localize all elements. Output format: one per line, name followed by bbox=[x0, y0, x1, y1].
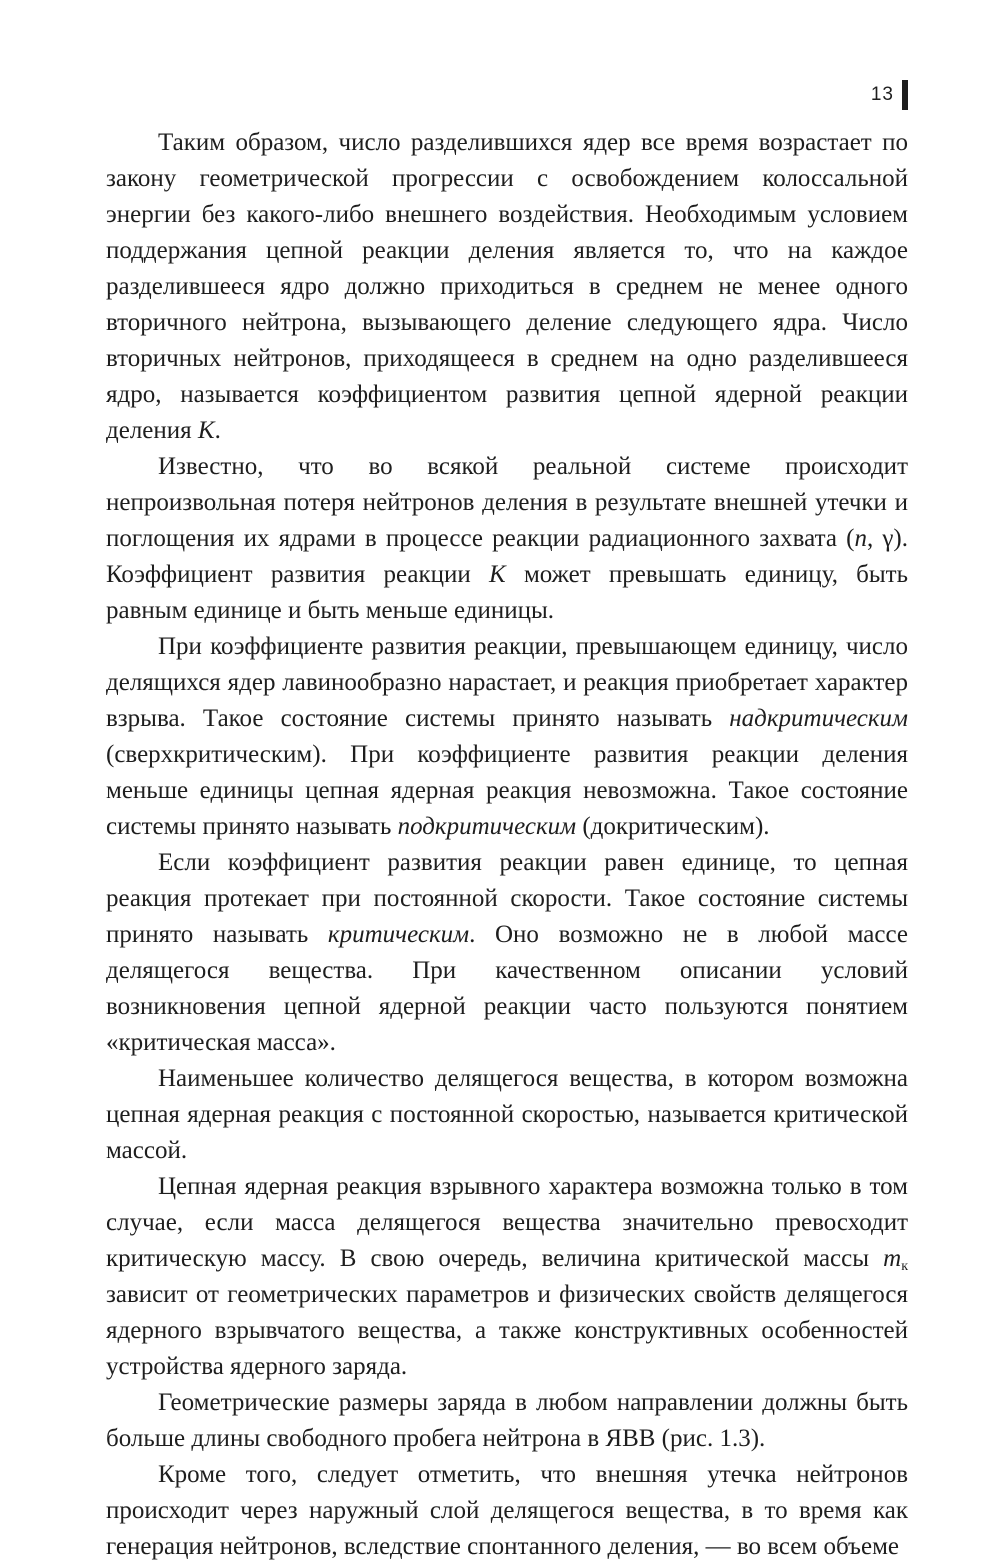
page-number-text: 13 bbox=[870, 84, 894, 105]
paragraph-8: Кроме того, следует отметить, что внешняя утечка нейтронов происходит через наружный слой делящегося вещества, в то время как генерация нейтронов, вследствие спонтанного деления, — во всем объеме bbox=[106, 1461, 908, 1560]
symbol-n: n bbox=[854, 525, 867, 552]
paragraph-3: При коэффициенте развития реакции, превышающем единицу, число делящихся ядер лавинообразно нарастает, и реакция приобретает характер взрыва. Такое состояние системы принято называть надкритическим (сверхкритическим). При коэффициенте развития реакции деления меньше единицы цепная ядерная реакция невозможна. Такое состояние системы принято называть подкритическим (докритическим). bbox=[106, 633, 909, 840]
term-subcritical: подкритическим bbox=[397, 813, 577, 840]
paragraph-2: Известно, что во всякой реальной системе происходит непроизвольная потеря нейтронов деления в результате внешней утечки и поглощения их ядрами в процессе реакции радиационного захвата (n, γ). Коэффициент развития реакции K может превышать единицу, быть равным единице и быть меньше единицы. bbox=[106, 453, 909, 624]
term-critical: критическим bbox=[327, 921, 470, 948]
page-number bbox=[871, 80, 908, 110]
paragraph-6: Цепная ядерная реакция взрывного характера возможна только в том случае, если масса делящегося вещества значительно превосходит критическую массу. В свою очередь, величина критической массы $m_к$ зависит от геометрических параметров и физических свойств делящегося ядерного взрывчатого вещества, а также конструктивных особенностей устройства ядерного заряда. bbox=[106, 1173, 908, 1380]
symbol-k: K bbox=[489, 561, 506, 588]
term-supercritical: надкритическим bbox=[729, 705, 909, 732]
symbol-m: m bbox=[883, 1245, 902, 1272]
symbol-k: K bbox=[197, 417, 215, 444]
paragraph-7: Геометрические размеры заряда в любом направлении должны быть больше длины свободного пробега нейтрона в ЯВВ (рис. 1.3). bbox=[106, 1389, 908, 1452]
page-marker-bar bbox=[902, 80, 908, 110]
body-text bbox=[106, 125, 908, 1565]
subscript-k: к bbox=[901, 1259, 908, 1274]
paragraph-4: Если коэффициент развития реакции равен единице, то цепная реакция протекает при постоянной скорости. Такое состояние системы принято называть критическим. Оно возможно не в любой массе делящегося вещества. При качественном описании условий возникновения цепной ядерной реакции часто пользуются понятием «критическая масса». bbox=[106, 849, 908, 1056]
paragraph-1: Таким образом, число разделившихся ядер все время возрастает по закону геометрической прогрессии с освобождением колоссальной энергии без какого-либо внешнего воздействия. Необходимым условием поддержания цепной реакции деления является то, что на каждое разделившееся ядро должно приходиться в среднем не менее одного вторичного нейтрона, вызывающего деление следующего ядра. Число вторичных нейтронов, приходящееся в среднем на одно разделившееся ядро, называется коэффициентом развития цепной ядерной реакции деления K. bbox=[106, 129, 908, 444]
paragraph-5: Наименьшее количество делящегося вещества, в котором возможна цепная ядерная реакция с постоянной скоростью, называется критической массой. bbox=[106, 1065, 908, 1164]
